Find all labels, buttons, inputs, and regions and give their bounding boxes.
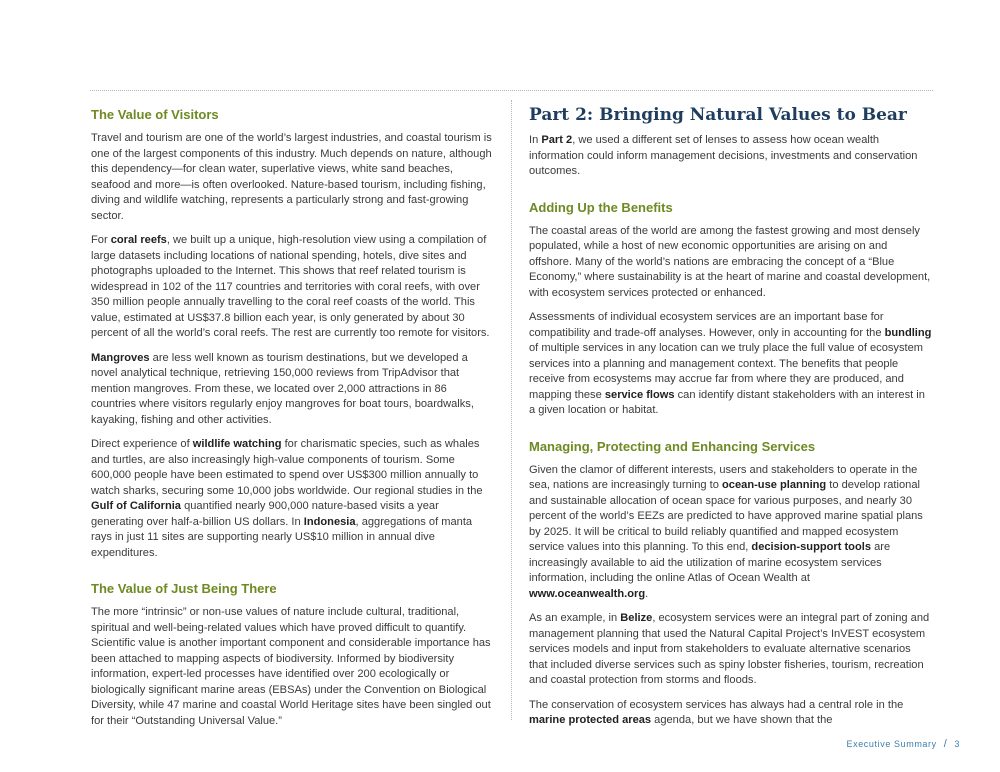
paragraph-intrinsic-values: The more “intrinsic” or non-use values of nature include cultural, traditional, spiritual and well-being-related values which have proved difficult to quantify. Scientific value is another important component and considerable importance has been attached to mapping aspects of biodiversity. Informed by biodiversity information, expert-led processes have identified over 200 ecologically or biologically significant marine areas (EBSAs) under the Convention on Biological Diversity, while 47 marine and coastal World Heritage sites have been singled out for their “Outstanding Universal Value.”: [91, 606, 491, 727]
term-decision-support-tools: decision-support tools: [751, 541, 871, 553]
term-bundling: bundling: [884, 326, 932, 339]
heading-value-of-being-there: The Value of Just Being There: [91, 581, 277, 596]
column-divider: [511, 100, 512, 720]
paragraph-bundling: Assessments of individual ecosystem services are an important base for compatibility and trade-off analyses. However, only in accounting for the bundling of multiple services in any location can we truly place the full value of ecosystem services into a planning and management context. The benefits that people receive from ecosystems may accrue far from where they are produced, and mapping these service flows can identify distant stakeholders with an interest in a given location or habitat.: [529, 311, 932, 416]
term-coral-reefs: coral reefs: [110, 234, 167, 246]
link-oceanwealth: www.oceanwealth.org: [529, 587, 646, 600]
paragraph-blue-economy: The coastal areas of the world are among the fastest growing and most densely populated, while a host of new economic opportunities are arising on and offshore. Many of the world’s nations are embracing the concept of a “Blue Economy,” where sustainability is at the heart of marine and coastal development, with ecosystem services protected or enhanced.: [529, 224, 931, 299]
term-mangroves: Mangroves: [91, 351, 150, 364]
right-column: [529, 106, 932, 738]
paragraph-part-2-intro: In Part 2, we used a different set of lenses to assess how ocean wealth information could inform management decisions, investments and conservation outcomes.: [529, 134, 918, 177]
footer-separator: /: [943, 738, 948, 750]
paragraph-wildlife-watching: Direct experience of wildlife watching for charismatic species, such as whales and turtles, are also increasingly high-value components of tourism. Some 600,000 people have been estimated to spend over US$300 million annually to watch sharks, securing some 10,000 jobs worldwide. Our regional studies in the Gulf of California quantified nearly 900,000 nature-based visits a year generating over half-a-billion US dollars. In Indonesia, aggregations of manta rays in just 11 sites are supporting nearly US$10 million in annual dive expenditures.: [91, 438, 483, 559]
term-indonesia: Indonesia: [303, 515, 356, 528]
term-ocean-use-planning: ocean-use planning: [722, 479, 827, 491]
paragraph-belize-example: As an example, in Belize, ecosystem services were an integral part of zoning and management planning that used the Natural Capital Project’s InVEST ecosystem services models and input from stakeholders to evaluate alternative scenarios that included diverse services such as spiny lobster fisheries, tourism, recreation and coastal protection from storms and floods.: [529, 612, 930, 686]
paragraph-marine-protected-areas: The conservation of ecosystem services has always had a central role in the marine protected areas agenda, but we have shown that the: [529, 698, 904, 726]
left-column: [91, 106, 494, 738]
heading-managing-services: Managing, Protecting and Enhancing Services: [529, 438, 816, 454]
paragraph-mangroves: Mangroves are less well known as tourism destinations, but we developed a novel analytical technique, retrieving 150,000 reviews from TripAdvisor that mention mangroves. From these, we located over 2,000 attractions in 86 countries where visitors regularly enjoy mangroves for boat tours, boardwalks, kayaking, fishing and other activities.: [91, 351, 474, 426]
page-number: 3: [954, 739, 960, 749]
heading-adding-up-benefits: Adding Up the Benefits: [529, 199, 673, 215]
paragraph-tourism-intro: Travel and tourism are one of the world’s largest industries, and coastal tourism is one of the largest components of this industry. Much depends on nature, although this dependency—for clean water, superlative views, white sand beaches, seafood and more—is often overlooked. Nature-based tourism, including fishing, diving and wildlife watching, represents a particularly strong and fast-growing sector.: [91, 132, 492, 222]
term-wildlife-watching: wildlife watching: [192, 438, 282, 450]
term-gulf-of-california: Gulf of California: [91, 500, 181, 512]
top-dotted-rule: [90, 90, 933, 91]
paragraph-coral-reefs: For coral reefs, we built up a unique, high-resolution view using a compilation of large datasets including locations of national spending, hotels, dive sites and photographs uploaded to the Internet. This shows that reef related tourism is widespread in 102 of the 117 countries and territories with coral reefs, with over 350 million people annually travelling to the coral reef coasts of the world. This value, estimated at US$37.8 billion each year, is only generated by about 30 percent of all the world’s coral reefs. The rest are currently too remote for visitors.: [91, 234, 490, 339]
term-marine-protected-areas: marine protected areas: [529, 714, 652, 726]
page-footer: [847, 738, 961, 750]
heading-value-of-visitors: The Value of Visitors: [91, 107, 219, 122]
term-belize: Belize: [620, 612, 653, 624]
paragraph-ocean-use-planning: Given the clamor of different interests, users and stakeholders to operate in the sea, nations are increasingly turning to ocean-use planning to develop rational and sustainable allocation of ocean space for various purposes, and nearly 30 percent of the world’s EEZs are predicted to have approved marine spatial plans by 2025. It will be critical to build reliably quantified and mapped ecosystem service values into this planning. To this end, decision-support tools are increasingly available to aid the utilization of marine ecosystem services information, including the online Atlas of Ocean Wealth at www.oceanwealth.org.: [529, 463, 923, 600]
part-2-title: Part 2: Bringing Natural Values to Bear: [529, 105, 907, 125]
term-service-flows: service flows: [604, 388, 675, 401]
term-part-2: Part 2: [541, 134, 573, 146]
footer-section-label: Executive Summary: [846, 739, 937, 749]
